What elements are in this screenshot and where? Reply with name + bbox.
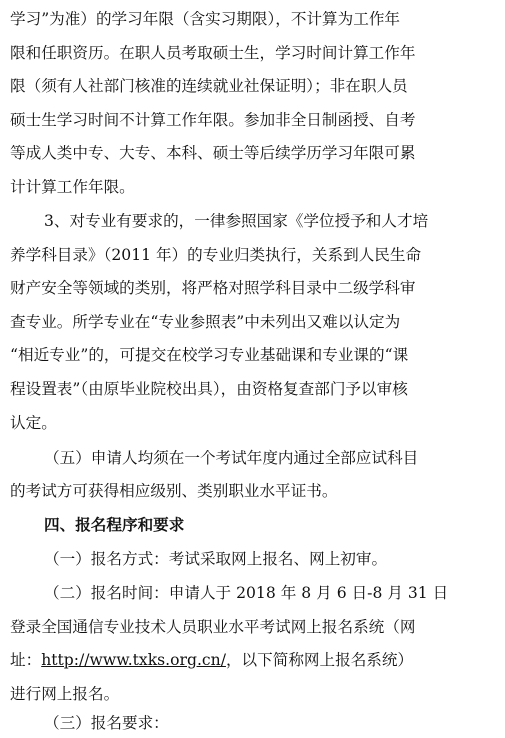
paragraph-line: 查专业。所学专业在“专业参照表”中未列出又难以认定为 [10, 313, 401, 331]
url-prefix: 址： [10, 651, 42, 669]
paragraph-line: 限和任职资历。在职人员考取硕士生，学习时间计算工作年 [10, 44, 416, 62]
paragraph-line: 的考试方可获得相应级别、类别职业水平证书。 [10, 482, 338, 500]
paragraph-line-with-link [10, 645, 505, 675]
paragraph-line: 硕士生学习时间不计算工作年限。参加非全日制函授、自考 [10, 111, 416, 129]
paragraph-line: 登录全国通信专业技术人员职业水平考试网上报名系统（网 [10, 618, 416, 636]
paragraph-line: 程设置表”（由原毕业院校出具），由资格复查部门予以审核 [10, 380, 408, 398]
paragraph-line: 财产安全等领域的类别，将严格对照学科目录中二级学科审 [10, 279, 416, 297]
section-heading: 四、报名程序和要求 [44, 516, 185, 534]
paragraph-line: 进行网上报名。 [10, 685, 120, 703]
list-item-registration-time: （二）报名时间：申请人于 2018 年 8 月 6 日-8 月 31 日 [44, 584, 449, 602]
paragraph-line: “相近专业”的，可提交在校学习专业基础课和专业课的“课 [10, 346, 409, 364]
list-item-registration-requirements: （三）报名要求： [44, 714, 169, 732]
paragraph-line: 计计算工作年限。 [10, 178, 135, 196]
paragraph-line: 等成人类中专、大专、本科、硕士等后续学历学习年限可累 [10, 144, 416, 162]
registration-site-link[interactable]: http://www.txks.org.cn/ [41, 651, 226, 669]
url-suffix: ，以下简称网上报名系统） [225, 651, 414, 669]
paragraph-line: 养学科目录》（2011 年）的专业归类执行，关系到人民生命 [10, 246, 422, 264]
paragraph-line: （五）申请人均须在一个考试年度内通过全部应试科目 [44, 449, 419, 467]
paragraph-line: 限（须有人社部门核准的连续就业社保证明）；非在职人员 [10, 77, 408, 95]
paragraph-line: 认定。 [10, 414, 57, 432]
paragraph-line: 3、对专业有要求的，一律参照国家《学位授予和人才培 [44, 212, 429, 230]
paragraph-line: 学习”为准）的学习年限（含实习期限），不计算为工作年 [10, 10, 401, 28]
list-item-registration-method: （一）报名方式：考试采取网上报名、网上初审。 [44, 550, 388, 568]
